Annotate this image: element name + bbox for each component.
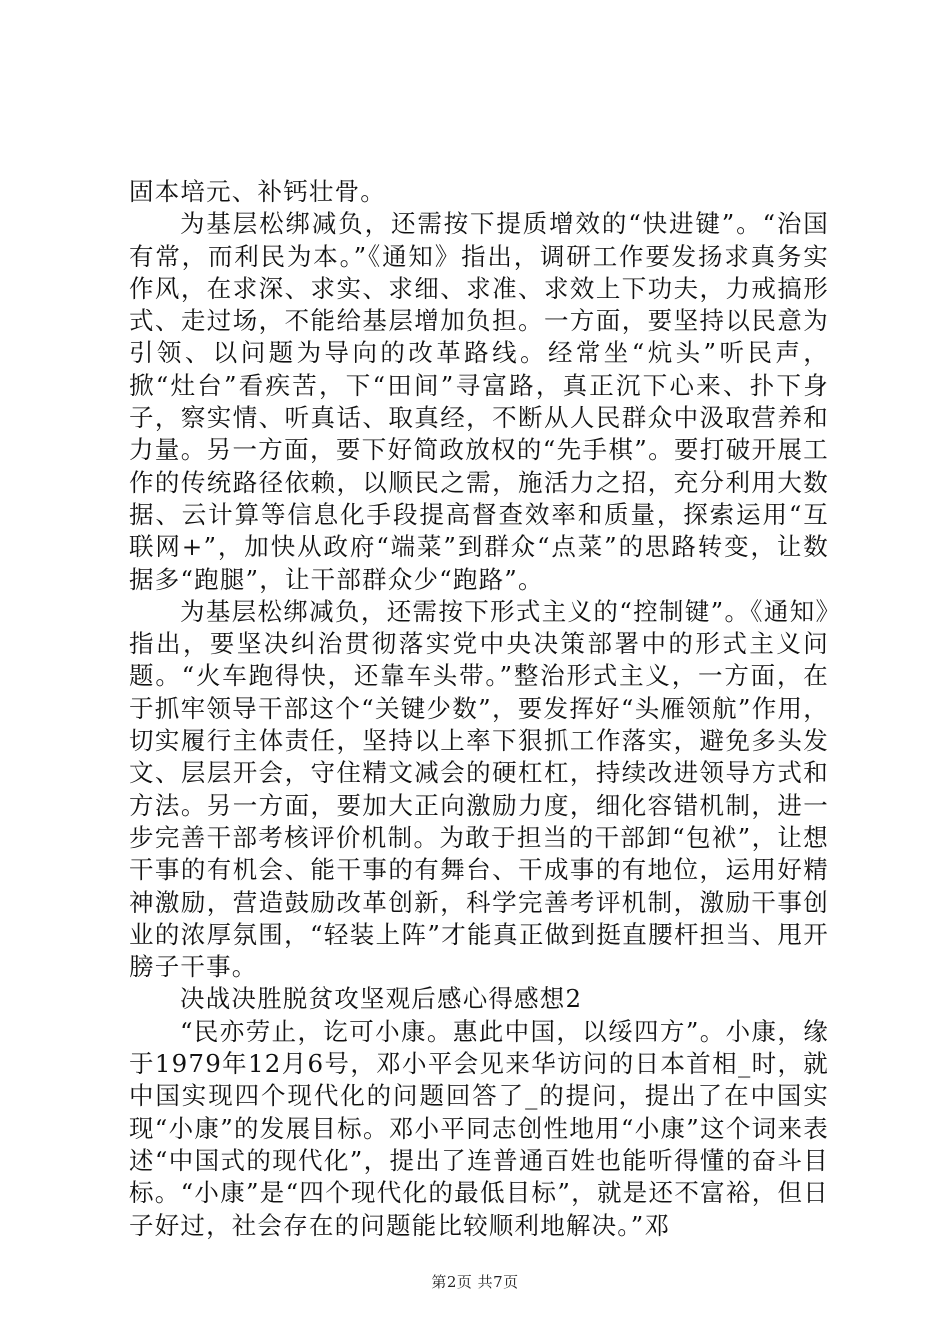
paragraph-xiaokang: “民亦劳止，讫可小康。惠此中国，以绥四方”。小康，缘于1979年12月6号，邓小平会见来华访问的日本首相_时，就中国实现四个现代化的问题回答了_的提问，提出了在中国实现“小康”的发展目标。邓小平同志创性地用“小康”这个词来表述“中国式的现代化”，提出了连普通百姓也能听得懂的奋斗目标。“小康”是“四个现代化的最低目标”，就是还不富裕，但日子好过，社会存在的问题能比较顺利地解决。”邓 (129, 1016, 829, 1240)
document-body (129, 176, 829, 1242)
section-heading: 决战决胜脱贫攻坚观后感心得感想2 (180, 984, 583, 1014)
page-number-footer: 第2页 共7页 (431, 1273, 519, 1291)
paragraph-fast-forward-key: 为基层松绑减负，还需按下提质增效的“快进键”。“治国有常，而利民为本。”《通知》指出，调研工作要发扬求真务实作风，在求深、求实、求细、求准、求效上下功夫，力戒搞形式、走过场，不能给基层增加负担。一方面，要坚持以民意为引领、以问题为导向的改革路线。经常坐“炕头”听民声，掀“灶台”看疾苦，下“田间”寻富路，真正沉下心来、扑下身子，察实情、听真话、取真经，不断从人民群众中汲取营养和力量。另一方面，要下好简政放权的“先手棋”。要打破开展工作的传统路径依赖，以顺民之需，施活力之招，充分利用大数据、云计算等信息化手段提高督查效率和质量，探索运用“互联网+”，加快从政府“端菜”到群众“点菜”的思路转变，让数据多“跑腿”，让干部群众少“跑路”。 (129, 209, 829, 594)
paragraph-continuation: 固本培元、补钙壮骨。 (129, 177, 386, 206)
paragraph-control-key: 为基层松绑减负，还需按下形式主义的“控制键”。《通知》指出，要坚决纠治贯彻落实党中央决策部署中的形式主义问题。“火车跑得快，还靠车头带。”整治形式主义，一方面，在于抓牢领导干部这个“关键少数”，要发挥好“头雁领航”作用，切实履行主体责任，坚持以上率下狠抓工作落实，避免多头发文、层层开会，守住精文减会的硬杠杠，持续改进领导方式和方法。另一方面，要加大正向激励力度，细化容错机制，进一步完善干部考核评价机制。为敢于担当的干部卸“包袱”，让想干事的有机会、能干事的有舞台、干成事的有地位，运用好精神激励，营造鼓励改革创新，科学完善考评机制，激励干事创业的浓厚氛围，“轻装上阵”才能真正做到挺直腰杆担当、甩开膀子干事。 (129, 596, 829, 982)
